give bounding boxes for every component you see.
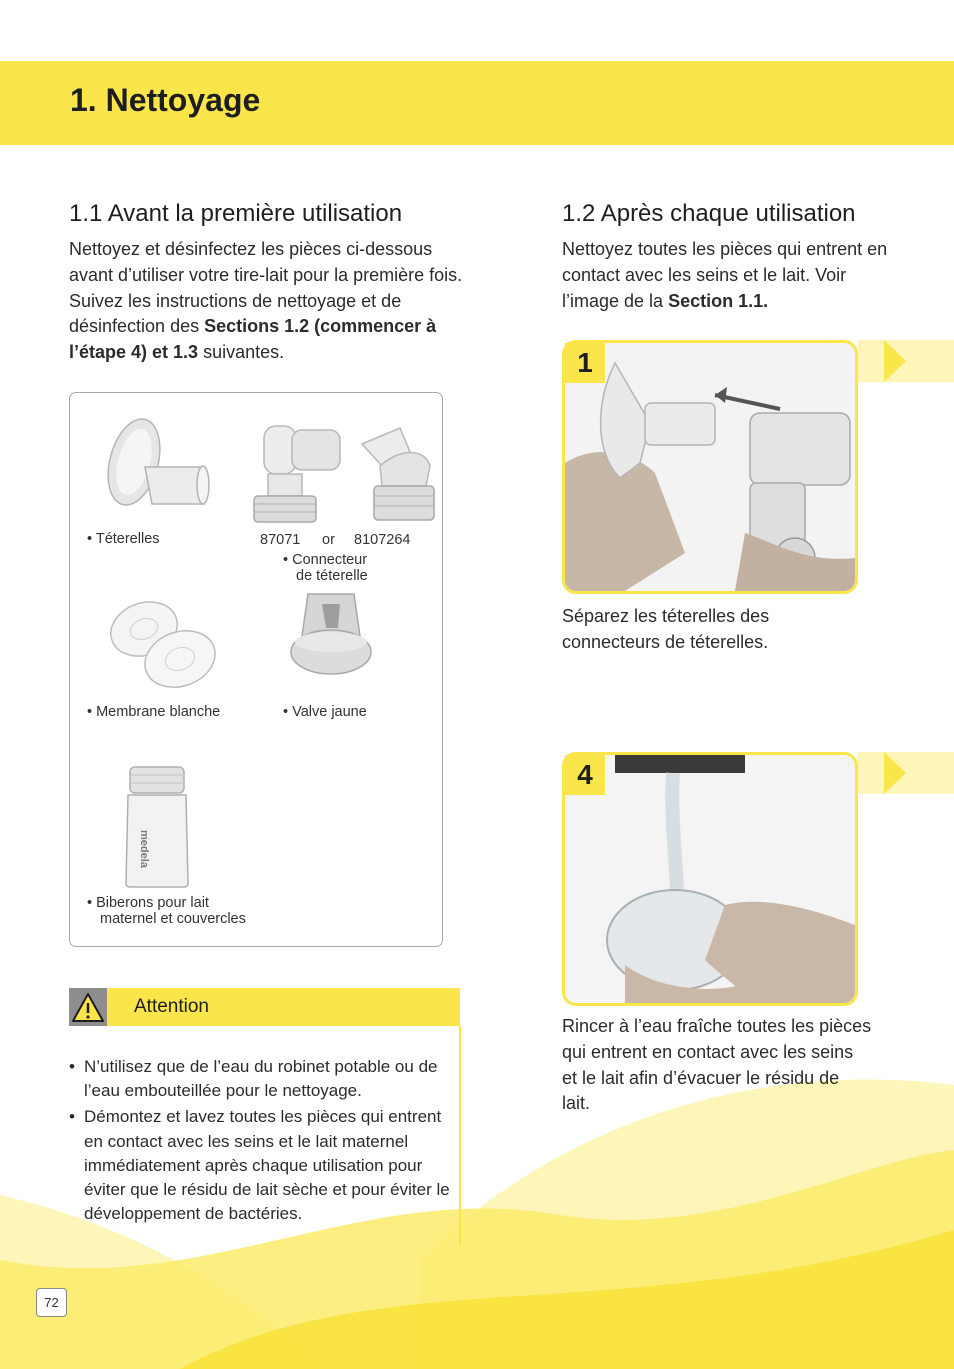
step-4-illustration (565, 755, 855, 1003)
step-1-number: 1 (565, 343, 605, 383)
connector-code-b: 8107264 (354, 532, 411, 548)
connector-code-a: 87071 (260, 532, 301, 548)
caption-connector-2: de téterelle (296, 568, 368, 584)
bottle-image (120, 765, 195, 890)
section-1-1-intro: Nettoyez et désinfectez les pièces ci-dessous avant d’utiliser votre tire-lait pour la première fois. Suivez les instructions de nettoyage et de désinfection des Sections 1.2 (commencer à l’étape 4) et 1.3 suivantes. (69, 239, 463, 363)
step-1-arrow-band (858, 340, 954, 382)
attention-item: • N’utilisez que de l’eau du robinet potable ou de l’eau embouteillée pour le nettoyage. (69, 1055, 454, 1103)
caption-membrane: • Membrane blanche (87, 704, 221, 720)
step-4-number: 4 (565, 755, 605, 795)
bottle-brand-label: medela (138, 830, 150, 868)
page-title: 1. Nettoyage (70, 82, 261, 118)
attention-bar (69, 988, 460, 1026)
step-1-caption: Séparez les téterelles des connecteurs de téterelles. (562, 606, 770, 652)
membrane-image (102, 597, 222, 692)
attention-title: Attention (134, 996, 209, 1017)
step-4-arrow-icon (884, 752, 906, 794)
connector-or: or (322, 532, 335, 548)
caption-bottle-1: • Biberons pour lait (87, 895, 209, 911)
warning-icon (69, 988, 107, 1026)
attention-side-line (459, 1026, 461, 1246)
section-1-2-intro: Nettoyez toutes les pièces qui entrent en contact avec les seins et le lait. Voir l’image de la Section 1.1. (562, 239, 888, 311)
caption-teterelles: • Téterelles (87, 531, 160, 547)
step-1-photo (562, 340, 858, 594)
caption-connector-1: • Connecteur (283, 552, 368, 568)
step-1-arrow-icon (884, 340, 906, 382)
step-4-arrow-band (858, 752, 954, 794)
section-1-1-title: 1.1 Avant la première utilisation (69, 200, 403, 227)
caption-valve: • Valve jaune (283, 704, 367, 720)
attention-icon-box (69, 988, 107, 1026)
page-number: 72 (36, 1288, 67, 1317)
valve-image (288, 590, 374, 678)
caption-bottle-2: maternel et couvercles (100, 911, 246, 927)
section-1-2-title: 1.2 Après chaque utilisation (562, 200, 856, 227)
step-1-illustration (565, 343, 855, 591)
attention-list (69, 1055, 454, 1228)
teterelle-image (100, 412, 220, 522)
connector-image (250, 418, 440, 526)
attention-item: • Démontez et lavez toutes les pièces qui entrent en contact avec les seins et le lait maternel immédiatement après chaque utilisation pour éviter que le résidu de lait sèche et pour éviter le développement de bactéries. (69, 1105, 454, 1226)
step-4-caption: Rincer à l’eau fraîche toutes les pièces qui entrent en contact avec les seins et le lait afin d’évacuer le résidu de lait. (562, 1016, 872, 1114)
step-4-photo (562, 752, 858, 1006)
